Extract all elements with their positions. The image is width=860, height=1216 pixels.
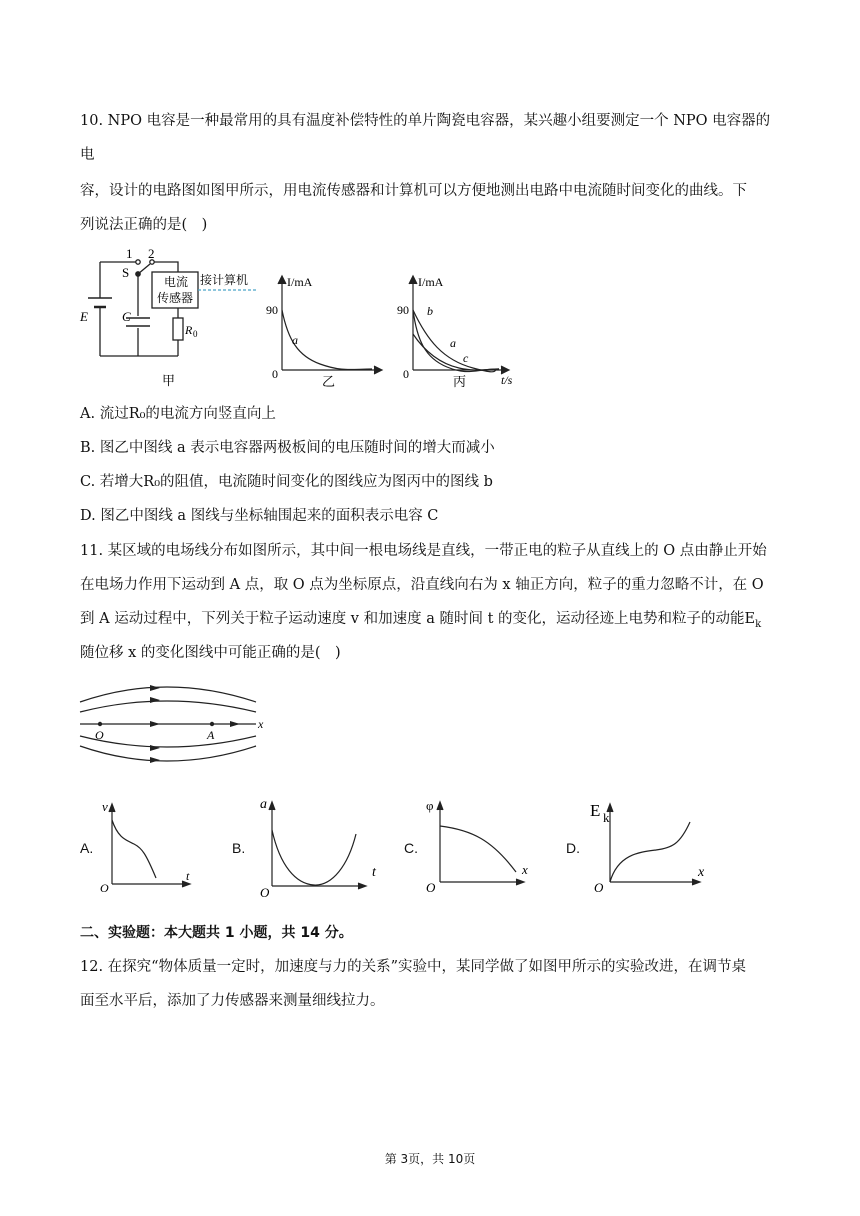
choice-d-o: O bbox=[594, 880, 604, 895]
q10-option-c: C. 若增大R₀的阻值，电流随时间变化的图线应为图丙中的图线 b bbox=[80, 474, 493, 490]
switch-2-label: 2 bbox=[148, 246, 155, 261]
switch-s-label: S bbox=[122, 265, 130, 280]
choice-a-graph bbox=[96, 798, 206, 894]
resistor-label: R bbox=[185, 323, 193, 337]
bing-curve-c: c bbox=[463, 351, 469, 365]
choice-b-graph bbox=[256, 796, 386, 900]
bing-xlabel: t/s bbox=[501, 373, 513, 387]
choice-d-graph bbox=[588, 792, 714, 896]
choice-c-graph bbox=[422, 794, 538, 894]
field-lines-figure bbox=[76, 678, 276, 778]
choice-a-x: t bbox=[186, 869, 190, 883]
q11-line1: 11. 某区域的电场线分布如图所示，其中间一根电场线是直线，一带正电的粒子从直线上的 O 点由静止开始 bbox=[80, 543, 767, 559]
q12-line1: 12. 在探究“物体质量一定时，加速度与力的关系”实验中，某同学做了如图甲所示的实验改进，在调节桌 bbox=[80, 959, 746, 975]
choice-a-o: O bbox=[100, 881, 109, 894]
capacitor-c-label: C bbox=[122, 309, 131, 324]
yi-90: 90 bbox=[266, 303, 278, 317]
field-o-label: O bbox=[95, 728, 104, 742]
battery-e-label: E bbox=[80, 309, 88, 324]
choice-b-o: O bbox=[260, 885, 270, 900]
q10-line2: 容，设计的电路图如图甲所示，用电流传感器和计算机可以方便地测出电路中电流随时间变化的曲线。下 bbox=[80, 183, 747, 199]
q10-option-a: A. 流过R₀的电流方向竖直向上 bbox=[80, 406, 276, 422]
bing-curve-a: a bbox=[450, 336, 456, 350]
choice-c-x: x bbox=[522, 862, 528, 877]
switch-1-label: 1 bbox=[126, 246, 133, 261]
q11-line3-sub: k bbox=[755, 618, 762, 630]
q12-line2: 面至水平后，添加了力传感器来测量细线拉力。 bbox=[80, 993, 385, 1009]
choice-c-o: O bbox=[426, 880, 436, 894]
q10-line1: 10. NPO 电容是一种最常用的具有温度补偿特性的单片陶瓷电容器，某兴趣小组要测定一个 NPO 电容器的 bbox=[80, 113, 771, 129]
bing-ylabel: I/mA bbox=[418, 275, 444, 289]
computer-label: 接计算机 bbox=[200, 273, 249, 287]
sensor-label-2: 传感器 bbox=[157, 291, 194, 305]
section-heading: 二、实验题：本大题共 1 小题，共 14 分。 bbox=[80, 925, 353, 941]
choice-b-x: t bbox=[372, 865, 376, 880]
q11-line3-text: 到 A 运动过程中，下列关于粒子运动速度 v 和加速度 a 随时间 t 的变化，运动径迹上电势和粒子的动能E bbox=[80, 611, 756, 627]
choice-a-label: A. bbox=[80, 840, 94, 856]
sensor-label-1: 电流 bbox=[164, 275, 189, 289]
choice-c-y: φ bbox=[426, 798, 434, 813]
figure-yi-graph bbox=[262, 268, 392, 390]
q11-line4: 随位移 x 的变化图线中可能正确的是( ) bbox=[80, 645, 341, 661]
q10-line1b: 电 bbox=[80, 147, 95, 163]
bing-curve-b: b bbox=[427, 304, 433, 318]
resistor-sub: 0 bbox=[193, 329, 198, 339]
bing-origin: 0 bbox=[403, 367, 409, 381]
page-footer: 第 3页，共 10页 bbox=[384, 1152, 476, 1166]
q11-line2: 在电场力作用下运动到 A 点，取 O 点为坐标原点，沿直线向右为 x 轴正方向，粒子的重力忽略不计，在 O bbox=[80, 577, 764, 593]
field-x-label: x bbox=[258, 717, 264, 731]
choice-d-ysub: k bbox=[603, 810, 610, 825]
bing-90: 90 bbox=[397, 303, 409, 317]
q10-option-d: D. 图乙中图线 a 图线与坐标轴围起来的面积表示电容 C bbox=[80, 508, 439, 524]
field-a-label: A bbox=[207, 728, 215, 742]
caption-jia: 甲 bbox=[162, 373, 176, 388]
caption-bing: 丙 bbox=[453, 374, 467, 389]
q11-line3 bbox=[80, 609, 761, 635]
choice-c-label: C. bbox=[404, 840, 418, 856]
choice-d-y: E bbox=[590, 801, 601, 820]
q10-option-b: B. 图乙中图线 a 表示电容器两极板间的电压随时间的增大而减小 bbox=[80, 440, 495, 456]
caption-yi: 乙 bbox=[322, 374, 336, 389]
yi-ylabel: I/mA bbox=[287, 275, 313, 289]
choice-a-y: v bbox=[102, 799, 108, 814]
choice-d-label: D. bbox=[566, 840, 580, 856]
yi-curve-a: a bbox=[292, 333, 298, 347]
q10-line3: 列说法正确的是( ) bbox=[80, 217, 208, 233]
choice-b-label: B. bbox=[232, 840, 246, 856]
figure-jia-circuit bbox=[78, 244, 268, 394]
figure-bing-graph bbox=[395, 268, 525, 390]
yi-origin: 0 bbox=[272, 367, 278, 381]
choice-b-y: a bbox=[260, 797, 267, 812]
choice-d-x: x bbox=[698, 865, 705, 880]
